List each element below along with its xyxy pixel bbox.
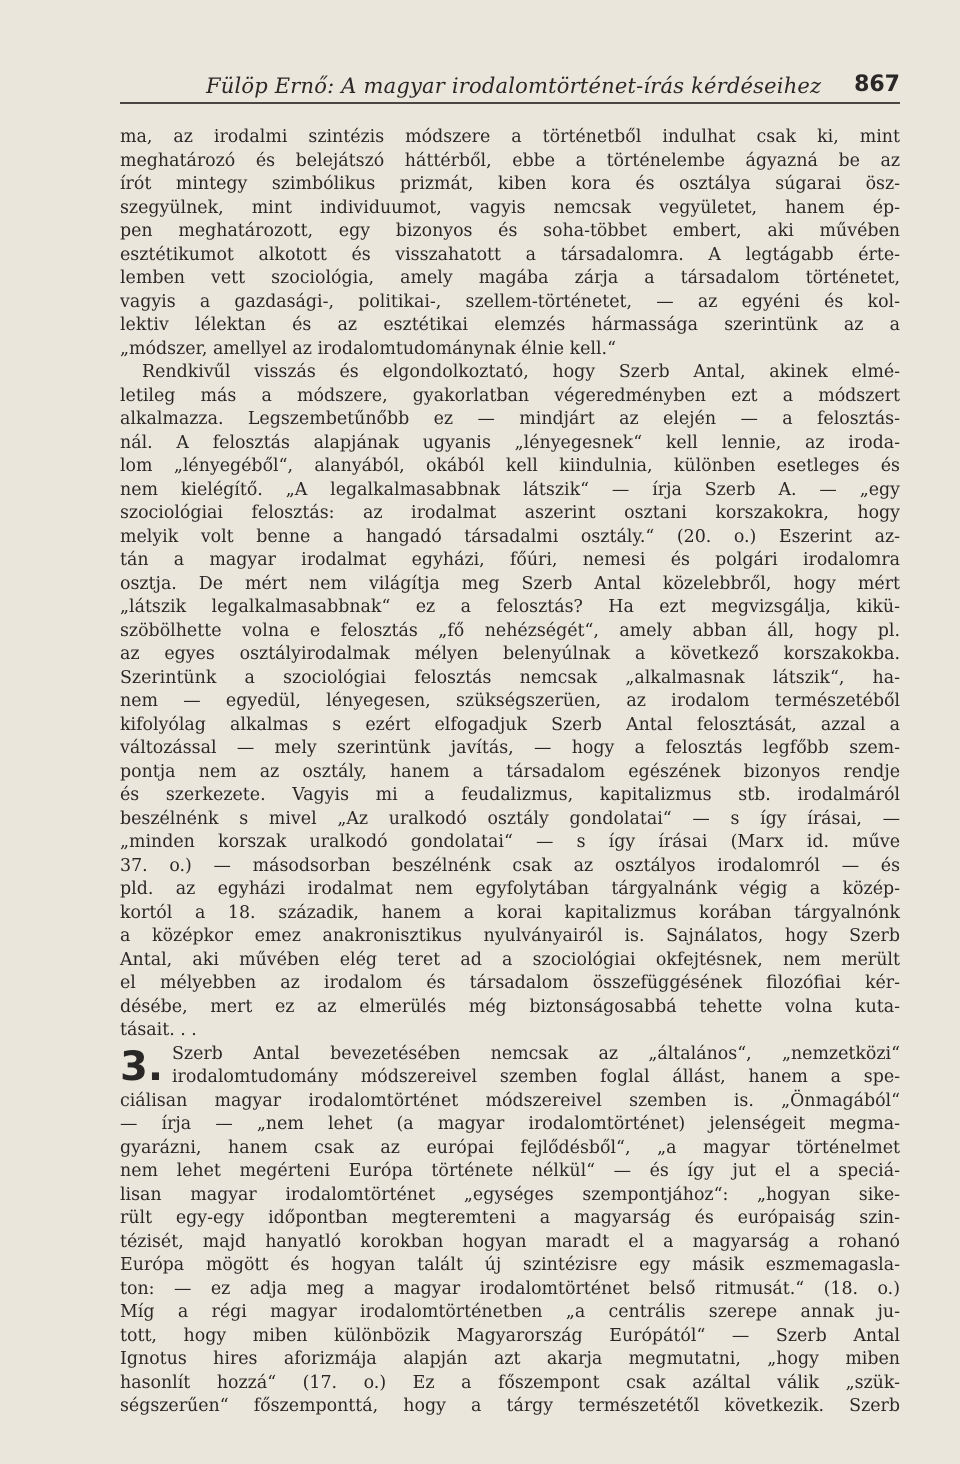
- text-line: szöbölhette volna e felosztás „fő nehézségét“, amely abban áll, hogy pl.: [120, 620, 900, 641]
- text-line: Ignotus hires aforizmája alapján azt akarja megmutatni, „hogy miben: [120, 1349, 900, 1369]
- text-line: tán a magyar irodalmat egyházi, főúri, nemesi és polgári irodalomra: [120, 550, 900, 570]
- text-line: az egyes osztályirodalmak mélyen belenyúlnak a következő korszakokba.: [120, 644, 900, 664]
- paragraph-2: [120, 361, 900, 1043]
- text-line: lektiv lélektan és az esztétikai elemzés hármassága szerintünk az a: [120, 315, 900, 335]
- text-line: tézisét, majd hanyatló korokban hogyan maradt el a magyarság a rohanó: [120, 1231, 900, 1252]
- text-line: írót mintegy szimbólikus prizmát, kiben kora és osztálya súgarai ösz-: [120, 174, 900, 194]
- text-line: alkalmazza. Legszembetűnőbb ez — mindjárt az elején — a felosztás-: [120, 409, 900, 429]
- text-line: pen meghatározott, egy bizonyos és soha-többet embert, aki művében: [120, 221, 900, 241]
- text-line: változással — mely szerintünk javítás, — hogy a felosztás legfőbb szem-: [120, 738, 900, 758]
- body-text: [120, 126, 900, 1419]
- text-line: Európa mögött és hogyan talált új szintézisre egy másik eszmemagasla-: [120, 1255, 900, 1275]
- text-line: Szerintünk a szociológiai felosztás nemcsak „alkalmasnak látszik“, ha-: [120, 667, 900, 688]
- text-line: kifolyólag alkalmas s ezért elfogadjuk Szerb Antal felosztását, azzal a: [120, 714, 900, 735]
- page-number: 867: [854, 72, 900, 97]
- text-line: 37. o.) — másodsorban beszélnénk csak az osztályos irodalomról — és: [120, 855, 900, 876]
- text-line: esztétikumot alkotott és visszahatott a társadalomra. A legtágabb érte-: [120, 244, 900, 265]
- text-line: nál. A felosztás alapjának ugyanis „lényegesnek“ kell lennie, az iroda-: [120, 432, 900, 453]
- text-line: Szerb Antal bevezetésében nemcsak az „általános“, „nemzetközi“: [172, 1043, 900, 1064]
- text-line: osztja. De mért nem világítja meg Szerb Antal közelebbről, hogy mért: [120, 573, 900, 594]
- text-line: letileg más a módszere, gyakorlatban végeredményben ezt a módszert: [120, 385, 900, 406]
- text-line: Rendkivűl visszás és elgondolkoztató, hogy Szerb Antal, akinek elmé-: [142, 362, 900, 382]
- text-line: rült egy-egy időpontban megteremteni a magyarság és európaiság szin-: [120, 1208, 900, 1228]
- page-header: [122, 72, 900, 102]
- paragraph-1: [120, 126, 900, 361]
- text-line: „módszer, amellyel az irodalomtudománynak élnie kell.“: [120, 338, 616, 359]
- text-line: ma, az irodalmi szintézis módszere a történetből indulhat csak ki, mint: [120, 127, 900, 147]
- text-line: meghatározó és belejátszó háttérből, ebbe a történelembe ágyazná be az: [120, 150, 900, 171]
- text-line: hasonlít hozzá“ (17. o.) Ez a főszempont csak azáltal válik „szük-: [120, 1372, 900, 1393]
- text-line: pld. az egyházi irodalmat nem egyfolytában tárgyalnánk végig a közép-: [120, 879, 900, 899]
- text-line: szociológiai felosztás: az irodalmat aszerint osztani korszakokra, hogy: [120, 503, 900, 523]
- text-line: ségszerűen“ főszemponttá, hogy a tárgy természetétől következik. Szerb: [120, 1396, 900, 1416]
- text-line: gyarázni, hanem csak az európai fejlődésből“, „a magyar történelmet: [120, 1137, 900, 1158]
- running-title: Fülöp Ernő: A magyar irodalomtörténet-írás kérdéseihez: [206, 74, 822, 98]
- text-line: kortól a 18. századik, hanem a korai kapitalizmus korában tárgyalnónk: [120, 902, 900, 923]
- text-line: nem kielégítő. „A legalkalmasabbnak látszik“ — írja Szerb A. — „egy: [120, 479, 900, 500]
- section-3-opening-lines: [120, 1043, 900, 1090]
- text-line: el mélyebben az irodalom és társadalom összefüggésének filozófiai kér-: [120, 973, 900, 993]
- text-line: „látszik legalkalmasabbnak“ ez a felosztás? Ha ezt megvizsgálja, kikü-: [120, 597, 900, 617]
- text-line: lom „lényegéből“, alanyából, okából kell kiindulnia, különben esetleges és: [120, 456, 900, 476]
- text-line: szegyülnek, mint individuumot, vagyis nemcsak vegyületet, hanem ép-: [120, 197, 900, 218]
- text-line: désébe, mert ez az elmerülés még biztonságosabbá tehette volna kuta-: [120, 996, 900, 1017]
- text-line: nem — egyedül, lényegesen, szükségszerüen, az irodalom természetéből: [120, 691, 900, 711]
- text-line: beszélnénk s mivel „Az uralkodó osztály gondolatai“ — s így írásai, —: [120, 808, 900, 829]
- text-line: tásait. . .: [120, 1020, 197, 1040]
- text-line: irodalomtudomány módszereivel szemben foglal állást, hanem a spe-: [172, 1067, 900, 1087]
- text-line: Antal, aki művében elég teret ad a szociológiai okfejtésnek, nem merült: [120, 949, 900, 970]
- text-line: melyik volt benne a hangadó társadalmi osztály.“ (20. o.) Eszerint az-: [120, 526, 900, 547]
- text-line: a középkor emez anakronisztikus nyulványairól is. Sajnálatos, hogy Szerb: [120, 926, 900, 946]
- text-line: pontja nem az osztály, hanem a társadalom egészének bizonyos rendje: [120, 761, 900, 782]
- section-3: [120, 1043, 900, 1090]
- text-line: ciálisan magyar irodalomtörténet módszereivel szemben is. „Önmagából“: [120, 1090, 900, 1111]
- header-rule: [120, 102, 900, 104]
- text-line: vagyis a gazdasági-, politikai-, szellem-történetet, — az egyéni és kol-: [120, 291, 900, 312]
- text-line: — írja — „nem lehet (a magyar irodalomtörténet) jelenségeit megma-: [120, 1114, 900, 1134]
- text-line: „minden korszak uralkodó gondolatai“ — s így írásai (Marx id. műve: [120, 832, 900, 852]
- text-line: nem lehet megérteni Európa története nélkül“ — és így jut el a speciá-: [120, 1161, 900, 1181]
- text-line: lemben vett szociológia, amely magába zárja a társadalom történetet,: [120, 268, 900, 288]
- text-line: ton: — ez adja meg a magyar irodalomtörténet belső ritmusát.“ (18. o.): [120, 1278, 900, 1299]
- section-number: 3.: [120, 1043, 164, 1090]
- text-line: Míg a régi magyar irodalomtörténetben „a centrális szerepe annak ju-: [120, 1302, 900, 1322]
- section-3-continuation: [120, 1090, 900, 1419]
- text-line: és szerkezete. Vagyis mi a feudalizmus, kapitalizmus stb. irodalmáról: [120, 785, 900, 805]
- text-line: tott, hogy miben különbözik Magyarország Európától“ — Szerb Antal: [120, 1325, 900, 1346]
- text-line: lisan magyar irodalomtörténet „egységes szempontjához“: „hogyan sike-: [120, 1184, 900, 1205]
